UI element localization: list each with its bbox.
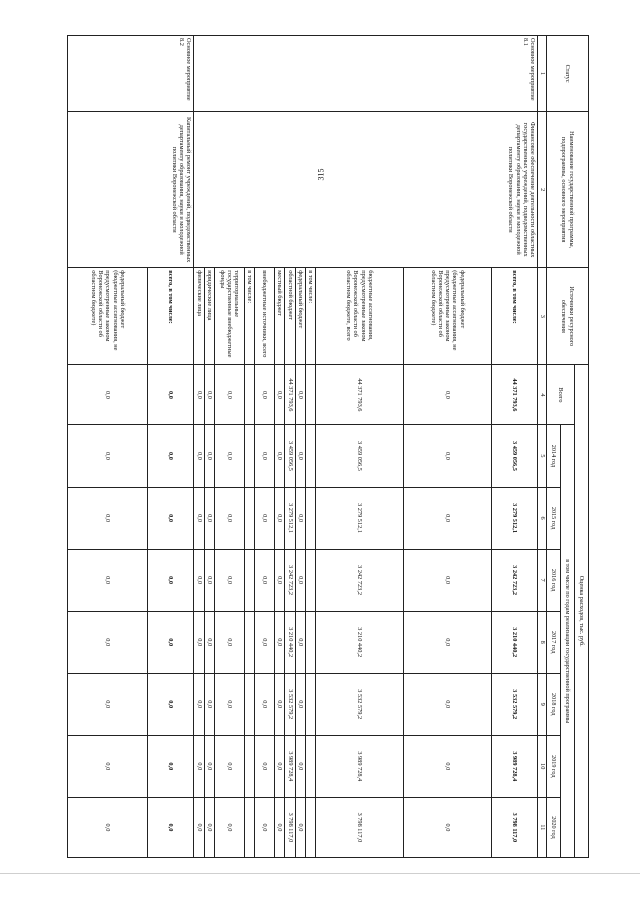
header-year: 2020 год: [547, 797, 561, 857]
total-cell: 0,0: [275, 365, 285, 425]
year-value-cell: 0,0: [275, 549, 285, 611]
header-year: 2019 год: [547, 735, 561, 797]
year-value-cell: 0,0: [148, 425, 194, 487]
header-estimate: Оценка расходов, тыс. руб.: [575, 365, 589, 858]
year-value-cell: [305, 487, 315, 549]
year-value-cell: 0,0: [214, 425, 244, 487]
year-value-cell: 3 242 723,2: [285, 549, 295, 611]
year-value-cell: 3 798 117,0: [316, 797, 404, 857]
year-value-cell: 3 989 728,4: [285, 735, 295, 797]
year-value-cell: 0,0: [275, 425, 285, 487]
header-name: Наименование государственной программы, подпрограммы, основного мероприятия: [547, 112, 589, 268]
source-cell: юридические лица: [204, 268, 214, 365]
year-value-cell: 0,0: [194, 425, 204, 487]
year-value-cell: 0,0: [194, 611, 204, 673]
year-value-cell: 0,0: [204, 611, 214, 673]
page-number: 315: [316, 168, 326, 181]
year-value-cell: 0,0: [404, 611, 492, 673]
year-value-cell: 3 532 579,2: [492, 673, 538, 735]
year-value-cell: 0,0: [68, 611, 148, 673]
year-value-cell: 0,0: [404, 735, 492, 797]
source-cell: бюджетные ассигнования, предусмотренные законом Воронежской области об областном бюджете, всего: [316, 268, 404, 365]
year-value-cell: 0,0: [255, 487, 275, 549]
total-cell: 0,0: [295, 365, 305, 425]
year-value-cell: [244, 611, 254, 673]
source-cell: всего, в том числе:: [148, 268, 194, 365]
year-value-cell: 0,0: [214, 797, 244, 857]
col-number: 8: [538, 611, 547, 673]
year-value-cell: 0,0: [204, 797, 214, 857]
year-value-cell: 0,0: [255, 611, 275, 673]
budget-table: [67, 35, 589, 858]
year-value-cell: 0,0: [68, 487, 148, 549]
year-value-cell: 0,0: [148, 487, 194, 549]
year-value-cell: 3 989 728,4: [316, 735, 404, 797]
header-year: 2015 год: [547, 487, 561, 549]
col-number: 3: [538, 268, 547, 365]
col-number: 4: [538, 365, 547, 425]
year-value-cell: 0,0: [194, 487, 204, 549]
year-value-cell: 0,0: [194, 797, 204, 857]
year-value-cell: 0,0: [204, 549, 214, 611]
year-value-cell: 0,0: [214, 611, 244, 673]
total-cell: 0,0: [204, 365, 214, 425]
source-cell: в том числе:: [305, 268, 315, 365]
year-value-cell: [244, 797, 254, 857]
year-value-cell: 0,0: [255, 425, 275, 487]
total-cell: 0,0: [68, 365, 148, 425]
year-value-cell: 0,0: [404, 425, 492, 487]
year-value-cell: 0,0: [295, 611, 305, 673]
year-value-cell: 0,0: [214, 735, 244, 797]
measure-name-cell: Капитальный ремонт учреждений, подведомственных департаменту образования, науки и молодежной политики Воронежской области: [68, 112, 194, 268]
total-cell: [305, 365, 315, 425]
year-value-cell: 3 279 512,1: [316, 487, 404, 549]
year-value-cell: 0,0: [148, 673, 194, 735]
year-value-cell: 3 989 728,4: [492, 735, 538, 797]
table-row: [492, 36, 538, 858]
year-value-cell: 0,0: [194, 735, 204, 797]
source-cell: в том числе:: [244, 268, 254, 365]
year-value-cell: 0,0: [255, 797, 275, 857]
total-cell: 44 371 793,6: [492, 365, 538, 425]
col-number: 7: [538, 549, 547, 611]
source-cell: федеральный бюджет: [295, 268, 305, 365]
source-cell: внебюджетные источники, всего: [255, 268, 275, 365]
year-value-cell: [305, 797, 315, 857]
year-value-cell: [244, 673, 254, 735]
year-value-cell: 0,0: [275, 735, 285, 797]
year-value-cell: 0,0: [204, 425, 214, 487]
year-value-cell: [305, 425, 315, 487]
total-cell: 0,0: [194, 365, 204, 425]
year-value-cell: 0,0: [275, 797, 285, 857]
header-source: Источники ресурсного обеспечения: [547, 268, 589, 365]
source-cell: физические лица: [194, 268, 204, 365]
year-value-cell: 0,0: [214, 673, 244, 735]
col-number: 2: [538, 112, 547, 268]
year-value-cell: [244, 549, 254, 611]
year-value-cell: 0,0: [194, 549, 204, 611]
year-value-cell: 0,0: [295, 425, 305, 487]
header-by-years: в том числе по годам реализации государственной программы: [561, 425, 575, 858]
status-cell: Основное мероприятие 8.2: [68, 36, 194, 112]
year-value-cell: 0,0: [404, 797, 492, 857]
year-value-cell: 0,0: [295, 673, 305, 735]
year-value-cell: 3 532 579,2: [285, 673, 295, 735]
year-value-cell: 3 798 117,0: [492, 797, 538, 857]
year-value-cell: 3 279 512,1: [492, 487, 538, 549]
year-value-cell: 3 532 579,2: [316, 673, 404, 735]
year-value-cell: 0,0: [148, 797, 194, 857]
total-cell: 0,0: [214, 365, 244, 425]
col-number: 5: [538, 425, 547, 487]
source-cell: федеральный бюджет (бюджетные ассигнования, не предусмотренные законом Воронежской области об областном бюджете): [68, 268, 148, 365]
header-year: 2018 год: [547, 673, 561, 735]
year-value-cell: 0,0: [295, 487, 305, 549]
year-value-cell: 0,0: [214, 487, 244, 549]
year-value-cell: 3 279 512,1: [285, 487, 295, 549]
year-value-cell: 0,0: [148, 735, 194, 797]
year-value-cell: [244, 487, 254, 549]
col-number: 11: [538, 797, 547, 857]
year-value-cell: 0,0: [255, 549, 275, 611]
year-value-cell: 0,0: [214, 549, 244, 611]
col-number: 10: [538, 735, 547, 797]
year-value-cell: 0,0: [194, 673, 204, 735]
page-bottom-rule: [0, 873, 640, 874]
header-total: Всего: [547, 365, 575, 425]
year-value-cell: [305, 735, 315, 797]
year-value-cell: 0,0: [148, 611, 194, 673]
source-cell: местный бюджет: [275, 268, 285, 365]
measure-name-cell: Финансовое обеспечение деятельности областных государственных учреждений, подведомственных департаменту образования, науки и молодежной политики Воронежской области: [194, 112, 538, 268]
total-cell: 0,0: [404, 365, 492, 425]
source-cell: федеральный бюджет (бюджетные ассигнования, не предусмотренные законом Воронежской области об областном бюджете): [404, 268, 492, 365]
total-cell: [244, 365, 254, 425]
year-value-cell: 3 459 056,5: [316, 425, 404, 487]
year-value-cell: 0,0: [68, 549, 148, 611]
year-value-cell: [244, 735, 254, 797]
status-cell: Основное мероприятие 8.1: [194, 36, 538, 112]
year-value-cell: 0,0: [404, 549, 492, 611]
year-value-cell: 3 459 056,5: [285, 425, 295, 487]
source-cell: территориальные государственные внебюджетные фонды: [214, 268, 244, 365]
header-year: 2017 год: [547, 611, 561, 673]
year-value-cell: 3 242 723,2: [316, 549, 404, 611]
year-value-cell: 3 210 440,2: [492, 611, 538, 673]
col-number: 6: [538, 487, 547, 549]
year-value-cell: 0,0: [204, 487, 214, 549]
year-value-cell: 3 210 440,2: [285, 611, 295, 673]
year-value-cell: 3 210 440,2: [316, 611, 404, 673]
year-value-cell: 0,0: [204, 735, 214, 797]
total-cell: 0,0: [255, 365, 275, 425]
year-value-cell: 0,0: [148, 549, 194, 611]
rotated-table-viewport: [90, 35, 589, 858]
header-year: 2014 год: [547, 425, 561, 487]
total-cell: 0,0: [148, 365, 194, 425]
year-value-cell: 0,0: [68, 797, 148, 857]
year-value-cell: 3 459 056,5: [492, 425, 538, 487]
rotated-table-content: [90, 35, 589, 858]
year-value-cell: 3 798 117,0: [285, 797, 295, 857]
year-value-cell: [244, 425, 254, 487]
table-row: [148, 36, 194, 858]
year-value-cell: 0,0: [295, 735, 305, 797]
header-status: Статус: [547, 36, 589, 112]
col-number: 9: [538, 673, 547, 735]
year-value-cell: [305, 673, 315, 735]
year-value-cell: 0,0: [68, 673, 148, 735]
year-value-cell: 3 242 723,2: [492, 549, 538, 611]
source-cell: всего, в том числе:: [492, 268, 538, 365]
total-cell: 44 371 793,6: [285, 365, 295, 425]
year-value-cell: 0,0: [68, 425, 148, 487]
year-value-cell: 0,0: [295, 549, 305, 611]
header-year: 2016 год: [547, 549, 561, 611]
year-value-cell: 0,0: [275, 487, 285, 549]
year-value-cell: [305, 611, 315, 673]
year-value-cell: 0,0: [204, 673, 214, 735]
year-value-cell: 0,0: [404, 487, 492, 549]
year-value-cell: 0,0: [255, 673, 275, 735]
total-cell: 44 371 793,6: [316, 365, 404, 425]
year-value-cell: 0,0: [255, 735, 275, 797]
year-value-cell: 0,0: [404, 673, 492, 735]
year-value-cell: 0,0: [295, 797, 305, 857]
col-number: 1: [538, 36, 547, 112]
year-value-cell: [305, 549, 315, 611]
year-value-cell: 0,0: [275, 611, 285, 673]
year-value-cell: 0,0: [275, 673, 285, 735]
table-body: [68, 36, 538, 858]
year-value-cell: 0,0: [68, 735, 148, 797]
source-cell: областной бюджет: [285, 268, 295, 365]
